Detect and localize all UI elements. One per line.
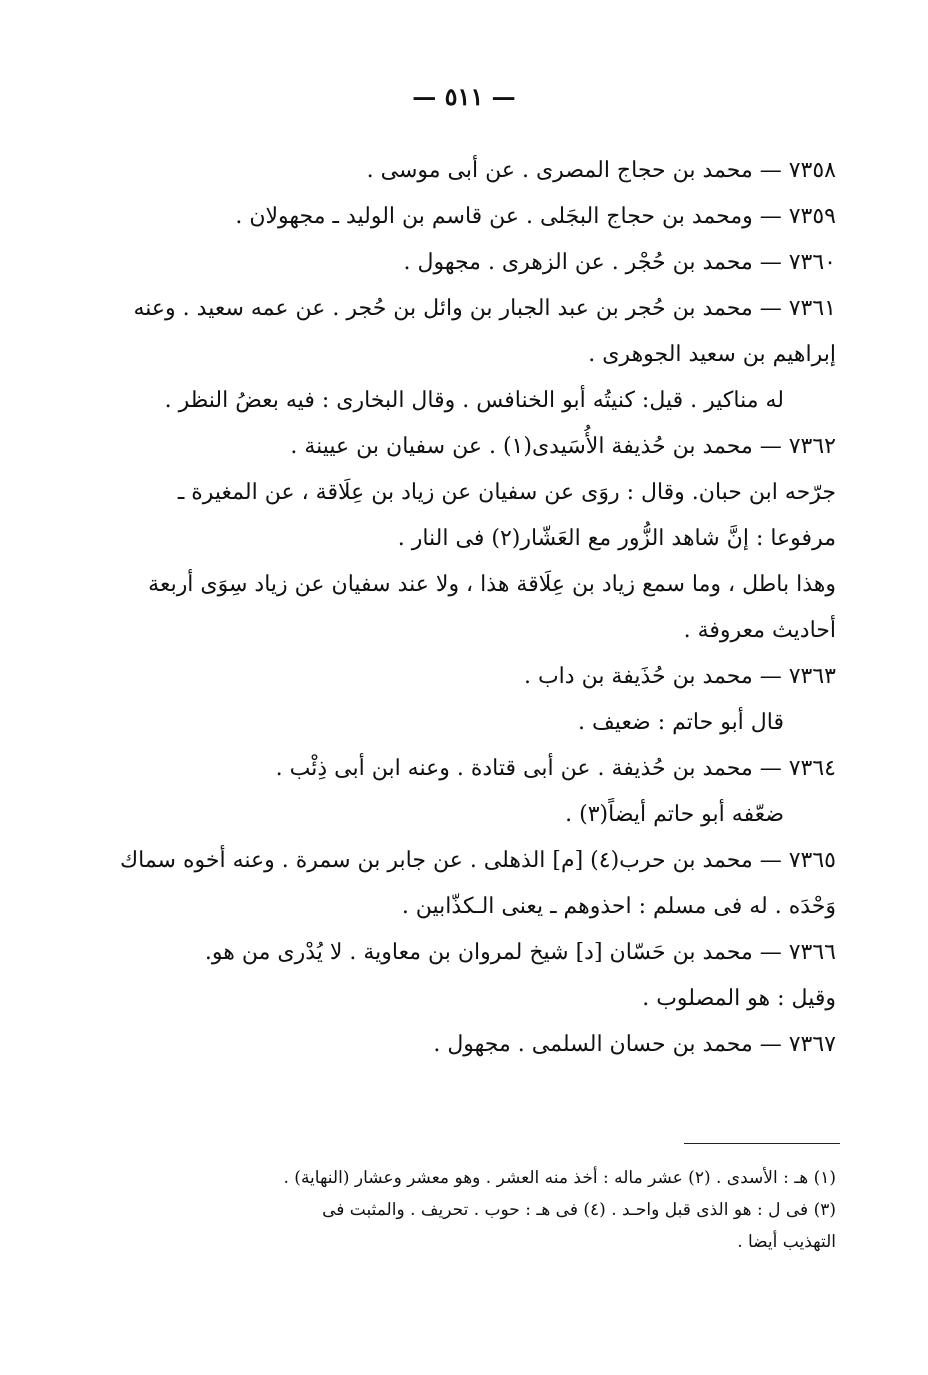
entry-7366-continued: وقيل : هو المصلوب . [642, 986, 836, 1011]
entry-7363: ٧٣٦٣ — محمد بن حُذَيفة بن داب . [523, 664, 836, 689]
entry-7362-note: جرّحه ابن حبان. وقال : روَى عن سفيان عن زياد بن عِلَاقة ، عن المغيرة ـ [177, 480, 836, 505]
entry-7362-comment: وهذا باطل ، وما سمع زياد بن عِلَاقة هذا ، ولا عند سفيان عن زياد سِوَى أربعة [148, 572, 836, 597]
footnote-line: (١) هـ : الأسدى . (٢) عشر ماله : أخذ منه العشر . وهو معشر وعشار (النهاية) . [283, 1168, 836, 1188]
entry-7363-note: قال أبو حاتم : ضعيف . [578, 710, 784, 735]
footnote-line: التهذيب أيضا . [737, 1232, 836, 1252]
footnotes [168, 1162, 836, 1258]
entry-7367: ٧٣٦٧ — محمد بن حسان السلمى . مجهول . [433, 1032, 836, 1057]
entry-7361-continued: إبراهيم بن سعيد الجوهرى . [588, 342, 836, 367]
entries-body [119, 148, 836, 1068]
entry-7365-continued: وَحْدَه . له فى مسلم : احذوهم ـ يعنى الـكذّابين . [401, 894, 836, 919]
entry-7360: ٧٣٦٠ — محمد بن حُجْر . عن الزهرى . مجهول . [403, 250, 836, 275]
entry-7362-comment-continued: أحاديث معروفة . [683, 618, 836, 643]
footnote-line: (٣) فى ل : هو الذى قبل واحـد . (٤) فى هـ : حوب . تحريف . والمثبت فى [322, 1200, 836, 1220]
entry-7361-note: له مناكير . قيل: كنيتُه أبو الخنافس . وقال البخارى : فيه بعضُ النظر . [164, 388, 784, 413]
footnote-divider [684, 1143, 840, 1144]
page-number: — ٥١١ — [412, 82, 516, 111]
entry-7359: ٧٣٥٩ — ومحمد بن حجاج البجَلى . عن قاسم بن الوليد ـ مجهولان . [235, 204, 836, 229]
entry-7364-note: ضعّفه أبو حاتم أيضاً(٣) . [565, 802, 784, 827]
entry-7366: ٧٣٦٦ — محمد بن حَسّان [د] شيخ لمروان بن معاوية . لا يُدْرى من هو. [204, 940, 836, 965]
entry-7365: ٧٣٦٥ — محمد بن حرب(٤) [م] الذهلى . عن جابر بن سمرة . وعنه أخوه سماك [119, 848, 836, 873]
entry-7358: ٧٣٥٨ — محمد بن حجاج المصرى . عن أبى موسى . [366, 158, 836, 183]
entry-7364: ٧٣٦٤ — محمد بن حُذيفة . عن أبى قتادة . وعنه ابن أبى ذِئْب . [275, 756, 836, 781]
entry-7361: ٧٣٦١ — محمد بن حُجر بن عبد الجبار بن وائل بن حُجر . عن عمه سعيد . وعنه [133, 296, 836, 321]
entry-7362: ٧٣٦٢ — محمد بن حُذيفة الأُسَيدى(١) . عن سفيان بن عيينة . [290, 434, 836, 459]
entry-7362-note-continued: مرفوعا : إنَّ شاهد الزُّور مع العَشّار(٢) فى النار . [397, 526, 836, 551]
